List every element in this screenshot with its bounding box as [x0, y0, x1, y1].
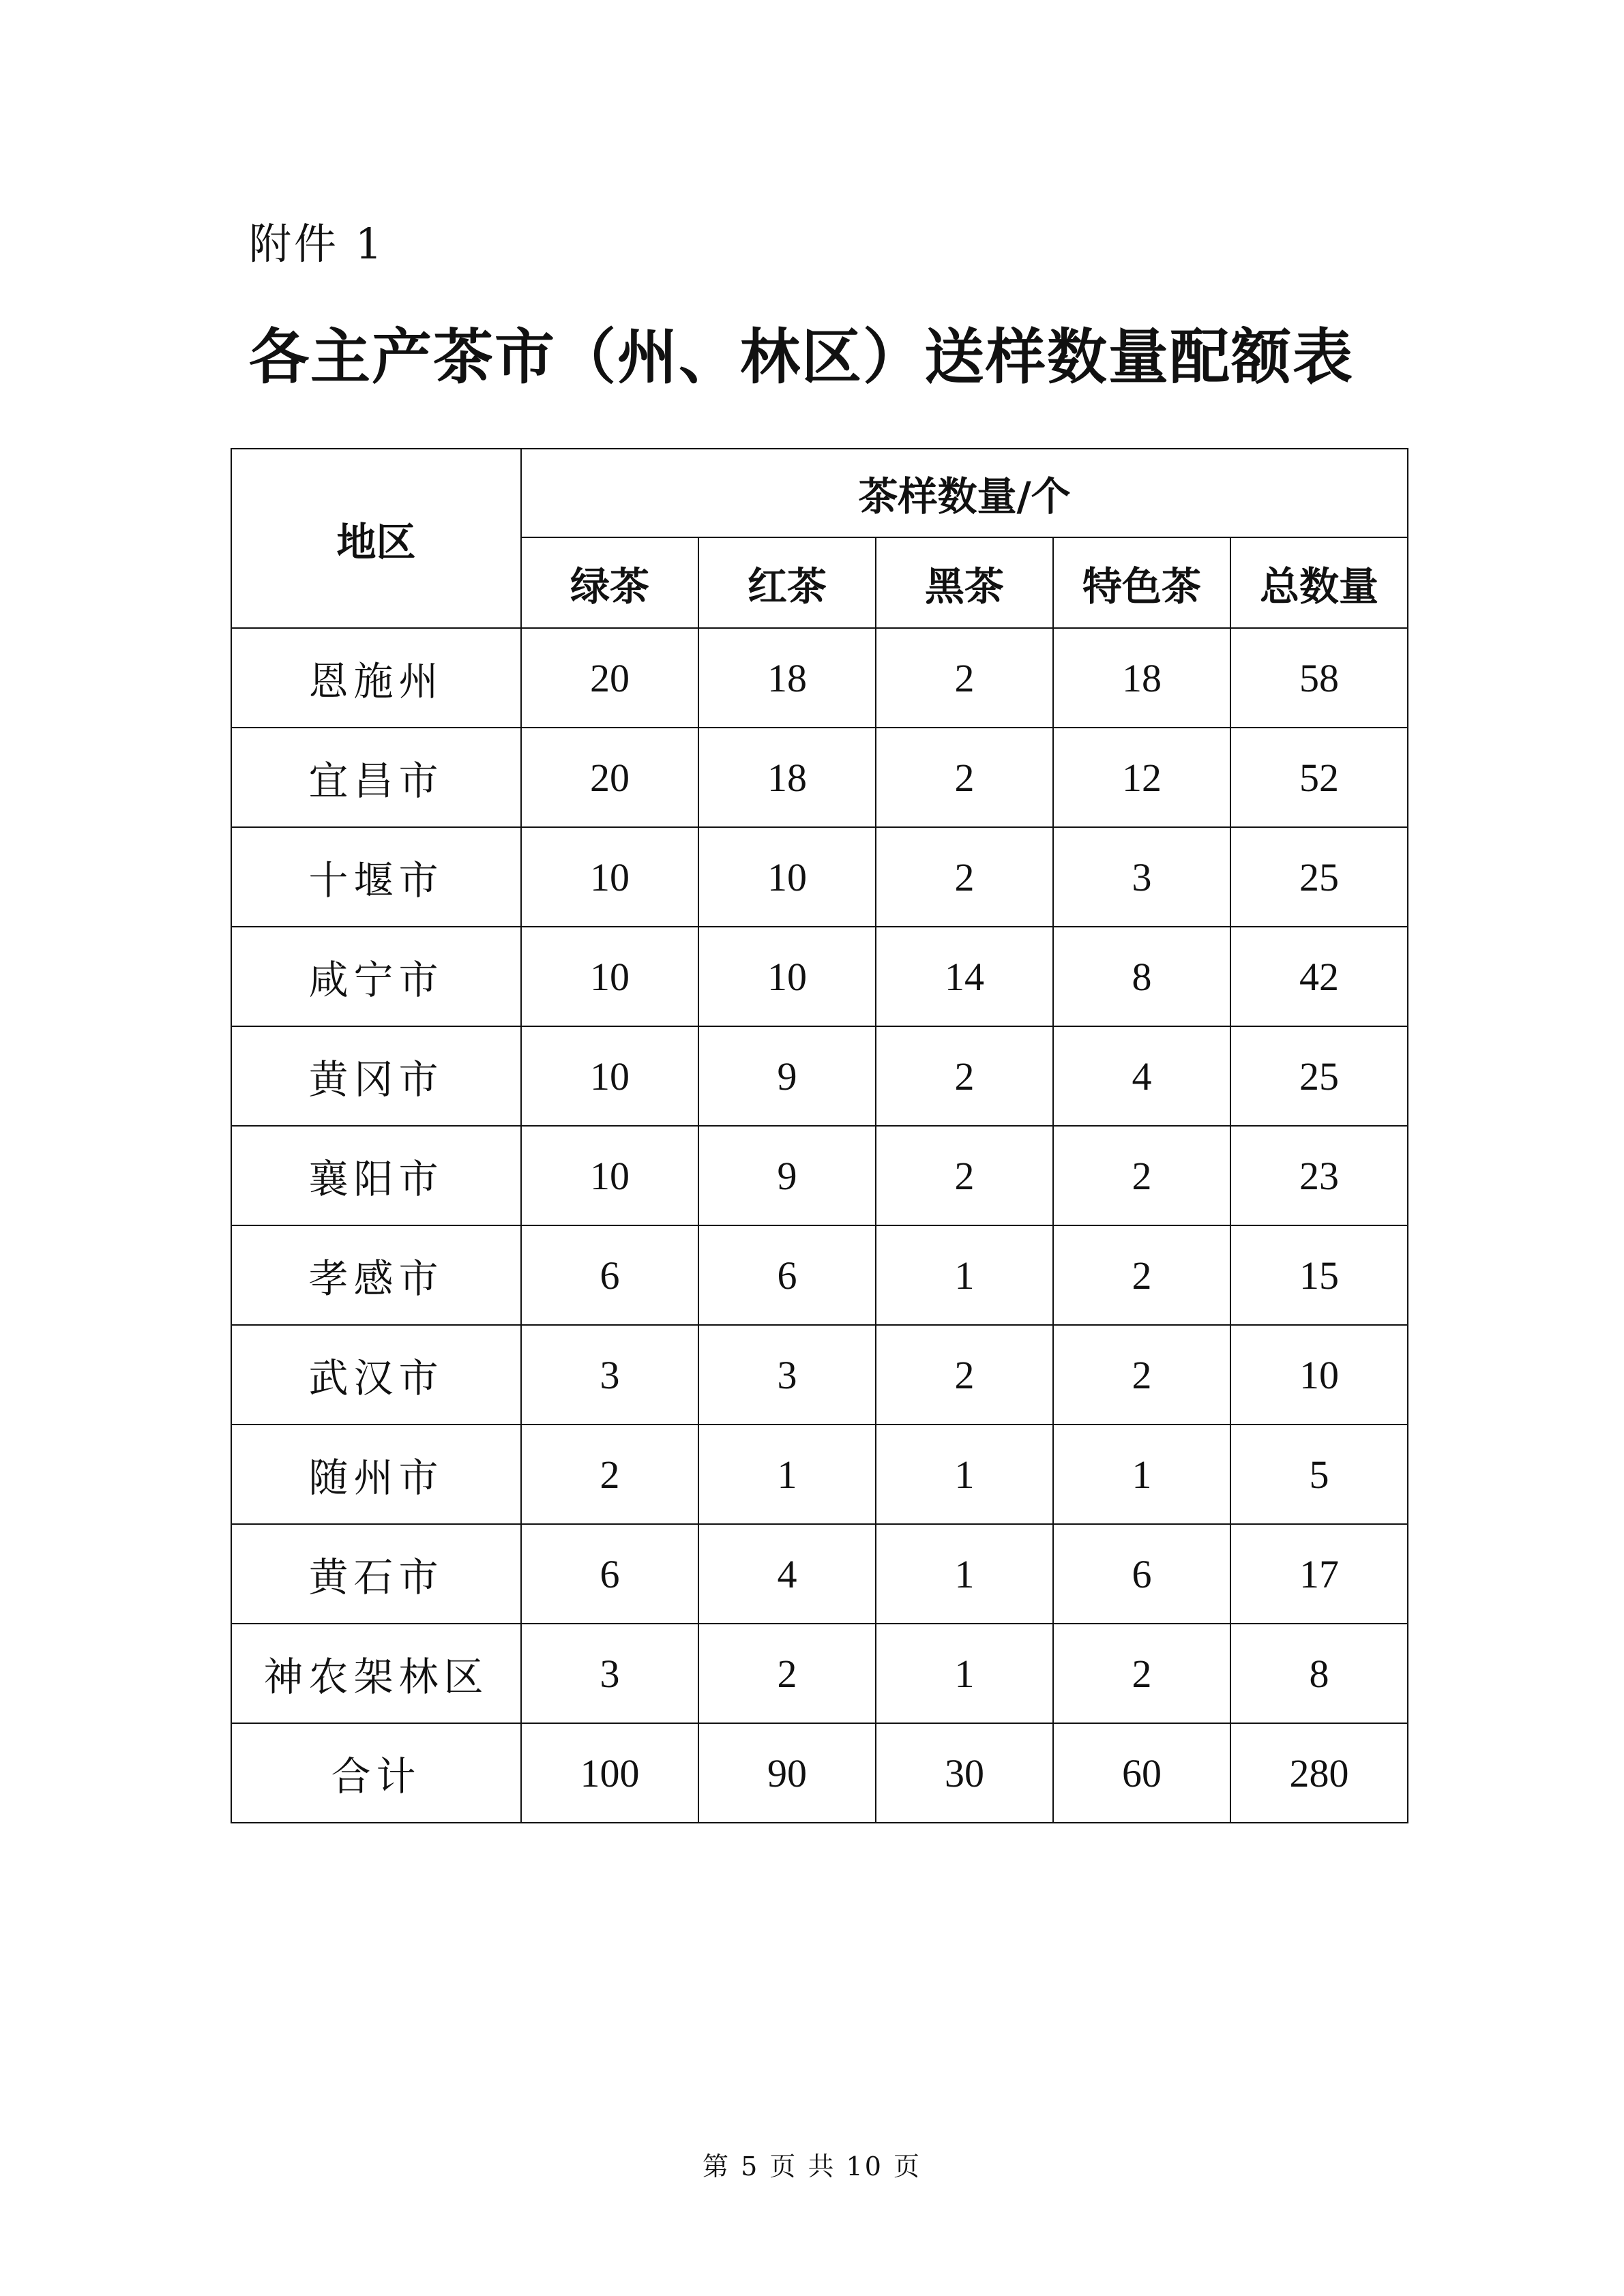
value-cell: 6	[521, 1225, 698, 1325]
value-cell: 1	[876, 1425, 1053, 1524]
value-cell: 10	[698, 827, 876, 927]
column-header: 特色茶	[1053, 537, 1230, 628]
value-cell: 10	[521, 927, 698, 1026]
column-header: 黑茶	[876, 537, 1053, 628]
value-cell: 1	[876, 1524, 1053, 1624]
value-cell: 15	[1230, 1225, 1408, 1325]
value-cell: 2	[1053, 1325, 1230, 1425]
page-footer: 第 5 页 共 10 页	[703, 2151, 921, 2181]
value-cell: 12	[1053, 728, 1230, 827]
value-cell: 14	[876, 927, 1053, 1026]
value-cell: 2	[876, 728, 1053, 827]
table-row	[231, 1225, 1408, 1325]
column-header: 红茶	[698, 537, 876, 628]
quota-table	[231, 448, 1408, 1823]
table-row	[231, 827, 1408, 927]
value-cell: 18	[1053, 628, 1230, 728]
value-cell: 25	[1230, 1026, 1408, 1126]
table-body	[231, 628, 1408, 1823]
value-cell: 2	[521, 1425, 698, 1524]
value-cell: 1	[1053, 1425, 1230, 1524]
region-cell: 随州市	[231, 1425, 521, 1524]
table-row	[231, 1126, 1408, 1225]
table-row	[231, 1723, 1408, 1823]
value-cell: 100	[521, 1723, 698, 1823]
region-column-header: 地区	[231, 449, 521, 628]
region-cell: 合计	[231, 1723, 521, 1823]
region-cell: 恩施州	[231, 628, 521, 728]
value-cell: 10	[521, 827, 698, 927]
table-row	[231, 628, 1408, 728]
value-cell: 2	[1053, 1624, 1230, 1723]
value-cell: 2	[876, 628, 1053, 728]
value-cell: 20	[521, 628, 698, 728]
value-cell: 20	[521, 728, 698, 827]
value-cell: 60	[1053, 1723, 1230, 1823]
value-cell: 1	[698, 1425, 876, 1524]
value-cell: 4	[1053, 1026, 1230, 1126]
value-cell: 2	[698, 1624, 876, 1723]
value-cell: 10	[1230, 1325, 1408, 1425]
value-cell: 2	[876, 827, 1053, 927]
value-cell: 8	[1230, 1624, 1408, 1723]
value-cell: 52	[1230, 728, 1408, 827]
value-cell: 3	[1053, 827, 1230, 927]
table-row	[231, 728, 1408, 827]
value-cell: 9	[698, 1126, 876, 1225]
value-cell: 25	[1230, 827, 1408, 927]
value-cell: 10	[521, 1126, 698, 1225]
value-cell: 2	[876, 1325, 1053, 1425]
value-cell: 2	[876, 1126, 1053, 1225]
value-cell: 3	[521, 1325, 698, 1425]
value-cell: 1	[876, 1624, 1053, 1723]
attachment-label: 附件 1	[249, 219, 385, 269]
value-cell: 18	[698, 628, 876, 728]
table-header-row	[231, 449, 1408, 537]
value-cell: 4	[698, 1524, 876, 1624]
value-cell: 17	[1230, 1524, 1408, 1624]
value-cell: 280	[1230, 1723, 1408, 1823]
sample-count-group-header: 茶样数量/个	[521, 449, 1408, 537]
region-cell: 十堰市	[231, 827, 521, 927]
region-cell: 襄阳市	[231, 1126, 521, 1225]
region-cell: 咸宁市	[231, 927, 521, 1026]
value-cell: 2	[1053, 1126, 1230, 1225]
region-cell: 孝感市	[231, 1225, 521, 1325]
value-cell: 3	[698, 1325, 876, 1425]
table-row	[231, 1425, 1408, 1524]
value-cell: 6	[698, 1225, 876, 1325]
region-cell: 神农架林区	[231, 1624, 521, 1723]
value-cell: 42	[1230, 927, 1408, 1026]
value-cell: 8	[1053, 927, 1230, 1026]
table-row	[231, 1524, 1408, 1624]
value-cell: 2	[1053, 1225, 1230, 1325]
value-cell: 90	[698, 1723, 876, 1823]
column-header: 绿茶	[521, 537, 698, 628]
value-cell: 6	[1053, 1524, 1230, 1624]
value-cell: 30	[876, 1723, 1053, 1823]
value-cell: 5	[1230, 1425, 1408, 1524]
table-row	[231, 927, 1408, 1026]
table-row	[231, 1624, 1408, 1723]
region-cell: 宜昌市	[231, 728, 521, 827]
region-cell: 黄石市	[231, 1524, 521, 1624]
value-cell: 10	[698, 927, 876, 1026]
value-cell: 3	[521, 1624, 698, 1723]
value-cell: 23	[1230, 1126, 1408, 1225]
value-cell: 6	[521, 1524, 698, 1624]
region-cell: 武汉市	[231, 1325, 521, 1425]
value-cell: 18	[698, 728, 876, 827]
value-cell: 9	[698, 1026, 876, 1126]
region-cell: 黄冈市	[231, 1026, 521, 1126]
value-cell: 2	[876, 1026, 1053, 1126]
table-row	[231, 1325, 1408, 1425]
value-cell: 10	[521, 1026, 698, 1126]
value-cell: 58	[1230, 628, 1408, 728]
value-cell: 1	[876, 1225, 1053, 1325]
table-row	[231, 1026, 1408, 1126]
column-header: 总数量	[1230, 537, 1408, 628]
document-title: 各主产茶市（州、林区）送样数量配额表	[249, 321, 1355, 392]
